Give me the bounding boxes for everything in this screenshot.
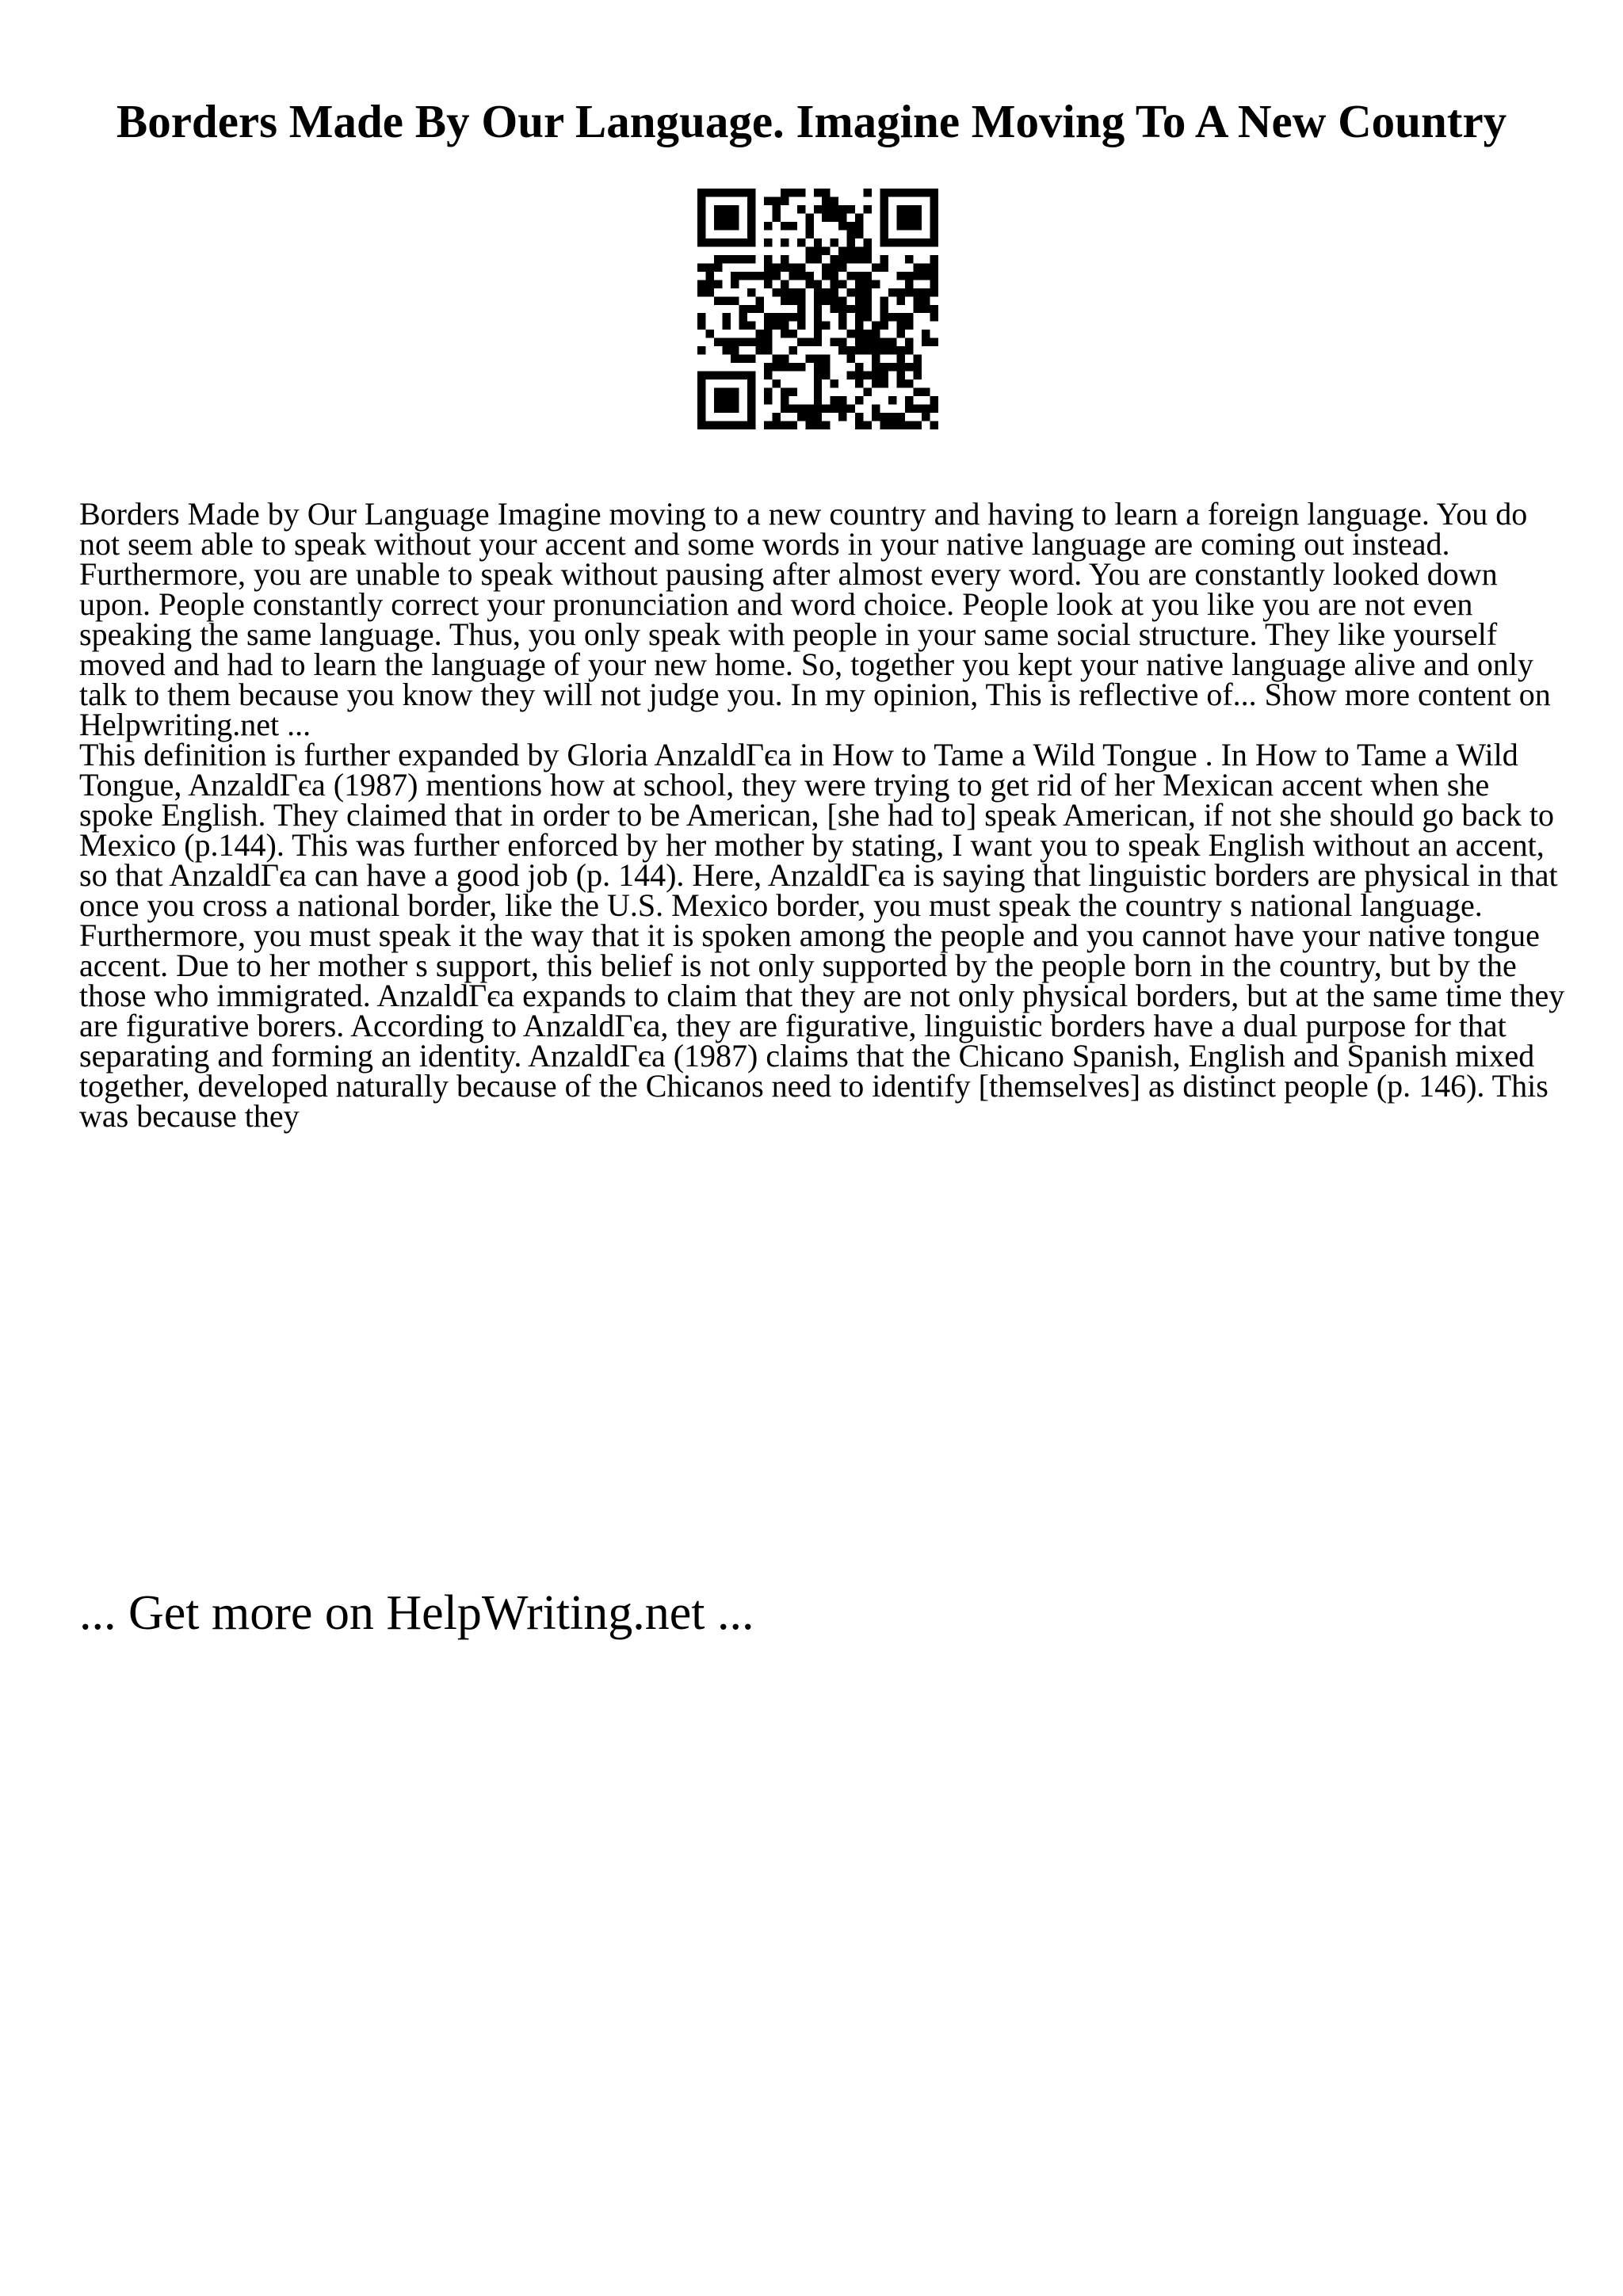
paragraph-intro: Borders Made by Our Language Imagine moving to a new country and having to learn a foreign language. You do not seem able to speak without your accent and some words in your native language are coming out instead. Furthermore, you are unable to speak without pausing after almost every word. You are constantly looked down upon. People constantly correct your pronunciation and word choice. People look at you like you are not even speaking the same language. Thus, you only speak with people in your same social structure. They like yourself moved and had to learn the language of your new home. So, together you kept your native language alive and only talk to them because you know they will not judge you. In my opinion, This is reflective of... Show more content on Helpwriting.net ... bbox=[79, 496, 1551, 742]
paragraph-anzaldua: This definition is further expanded by Gloria AnzaldΓєa in How to Tame a Wild Tongue . In How to Tame a Wild Tongue, AnzaldΓєa (1987) mentions how at school, they were trying to get rid of her Mexican accent when she spoke English. They claimed that in order to be American, [she had to] speak American, if not she should go back to Mexico (p.144). This was further enforced by her mother by stating, I want you to speak English without an accent, so that AnzaldΓєa can have a good job (p. 144). Here, AnzaldΓєa is saying that linguistic borders are physical in that once you cross a national border, like the U.S. Mexico border, you must speak the country s national language. Furthermore, you must speak it the way that it is spoken among the people and you cannot have your native tongue accent. Due to her mother s support, this belief is not only supported by the people born in the country, but by the those who immigrated. AnzaldΓєa expands to claim that they are not only physical borders, but at the same time they are figurative borers. According to AnzaldΓєa, they are figurative, linguistic borders have a dual purpose for that separating and forming an identity. AnzaldΓєa (1987) claims that the Chicano Spanish, English and Spanish mixed together, developed naturally because of the Chicanos need to identify [themselves] as distinct people (p. 146). This was because they bbox=[79, 737, 1565, 1134]
document-body bbox=[79, 496, 1569, 1134]
qr-code-icon[interactable] bbox=[697, 189, 938, 429]
document-title: Borders Made By Our Language. Imagine Moving To A New Country bbox=[116, 95, 1507, 147]
get-more-link[interactable]: ... Get more on HelpWriting.net ... bbox=[79, 1586, 754, 1640]
qr-code-graphic bbox=[697, 189, 938, 429]
